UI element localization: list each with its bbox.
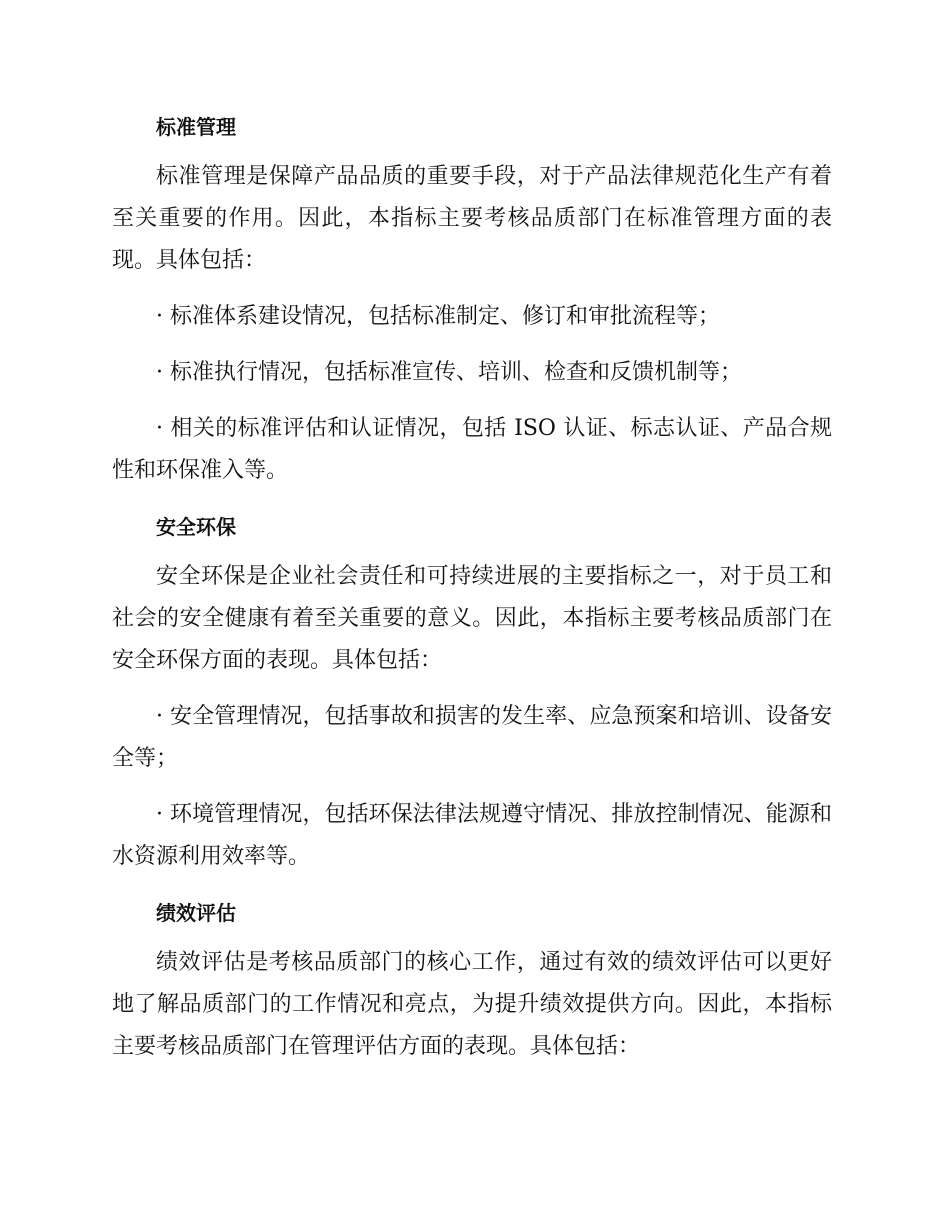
bullet-item: · 相关的标准评估和认证情况，包括 ISO 认证、标志认证、产品合规性和环保准入等。 [112, 416, 832, 483]
section-heading: 绩效评估 [156, 901, 236, 925]
section-intro-paragraph: 标准管理是保障产品品质的重要手段，对于产品法律规范化生产有着至关重要的作用。因此，本指标主要考核品质部门在标准管理方面的表现。具体包括： [112, 164, 832, 273]
bullet-item: · 标准执行情况，包括标准宣传、培训、检查和反馈机制等； [156, 360, 742, 385]
section-heading: 安全环保 [156, 515, 236, 539]
document-body [112, 106, 832, 1068]
section-intro-paragraph: 绩效评估是考核品质部门的核心工作，通过有效的绩效评估可以更好地了解品质部门的工作情况和亮点，为提升绩效提供方向。因此，本指标主要考核品质部门在管理评估方面的表现。具体包括： [112, 950, 832, 1059]
section-heading: 标准管理 [156, 115, 236, 139]
section-safety-environment [112, 506, 832, 878]
bullet-item: · 环境管理情况，包括环保法律法规遵守情况、排放控制情况、能源和水资源利用效率等。 [112, 802, 832, 869]
section-intro-paragraph: 安全环保是企业社会责任和可持续进展的主要指标之一，对于员工和社会的安全健康有着至关重要的意义。因此，本指标主要考核品质部门在安全环保方面的表现。具体包括： [112, 564, 832, 673]
bullet-item: · 安全管理情况，包括事故和损害的发生率、应急预案和培训、设备安全等； [112, 704, 832, 771]
section-performance-evaluation [112, 892, 832, 1068]
bullet-item: · 标准体系建设情况，包括标准制定、修订和审批流程等； [156, 304, 720, 329]
section-standard-management [112, 106, 832, 492]
